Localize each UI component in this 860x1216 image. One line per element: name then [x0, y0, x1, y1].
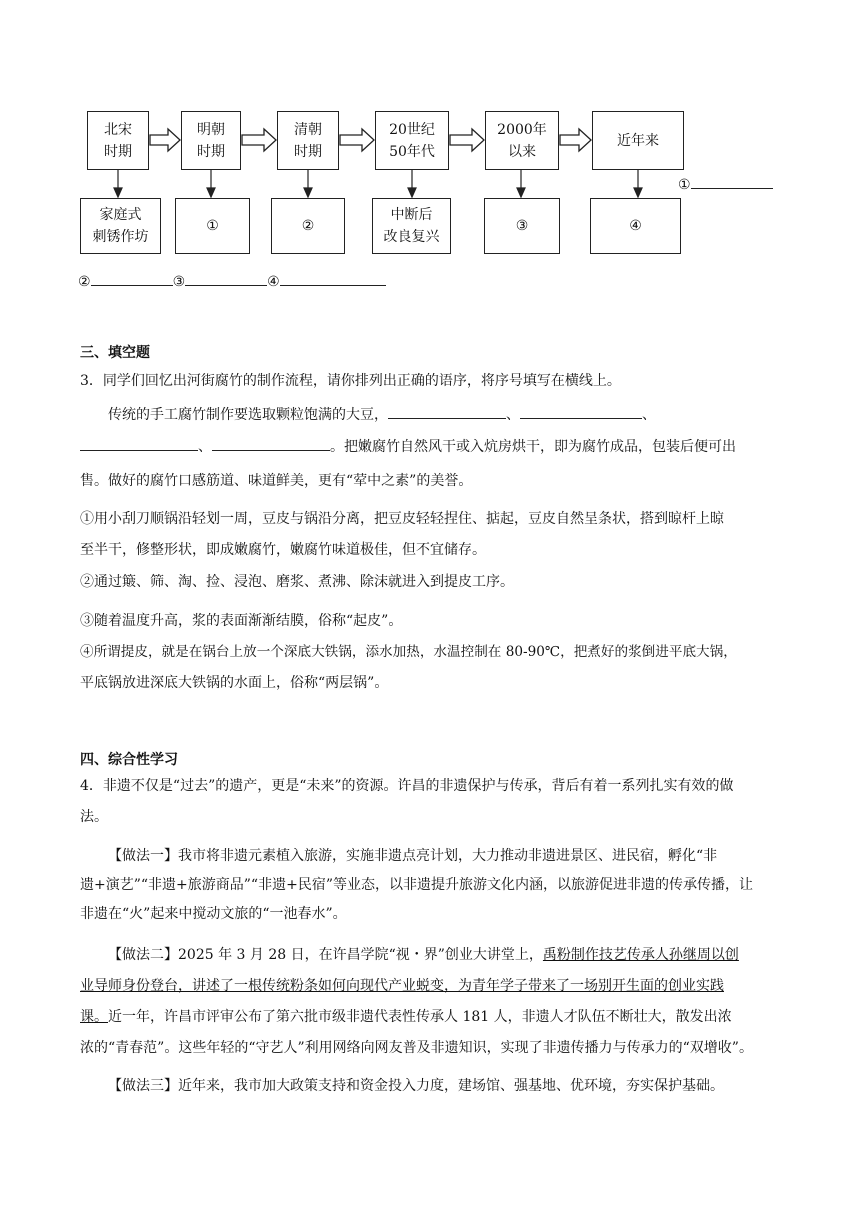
answer-blank[interactable] — [388, 404, 506, 419]
fill-line-2: 、 。把嫩腐竹自然风干或入炕房烘干，即为腐竹成品，包装后便可出 — [80, 436, 736, 456]
arrow-down-icon — [517, 188, 525, 197]
result-label: ③ — [515, 218, 529, 234]
option-2: ②通过簸、筛、淘、捡、浸泡、磨浆、煮沸、除沫就进入到提皮工序。 — [80, 574, 514, 590]
stage-label: 清朝 时期 — [294, 121, 322, 160]
double-arrow-icon — [150, 129, 180, 151]
arrow-down-icon — [114, 188, 122, 197]
method-two: 【做法二】2025 年 3 月 28 日，在许昌学院“视・界”创业大讲堂上，禹粉制作技艺传承人孙继周以创 业导师身份登台，讲述了一根传统粉条如何向现代产业蜕变，为青年学子带来了一场别开生面的创业实践 课。近一年，许昌市评审公布了第六批市级非遗代表性传承人 181 人，非遗人才队伍不断壮大，散发出浓 浓的“青春范”。这些年轻的“守艺人”利用网络向网友普及非遗知识，实现了非遗传播力与传承力的“双增收”。 — [80, 947, 753, 1056]
option-4: ④所谓提皮，就是在锅台上放一个深底大铁锅，添水加热，水温控制在 80-90℃，把煮好的浆倒进平底大锅， 平底锅放进深底大铁锅的水面上，俗称“两层锅”。 — [80, 644, 737, 691]
passage-line: 售。做好的腐竹口感筋道、味道鲜美，更有“荤中之素”的美誉。 — [80, 473, 473, 489]
stage-label: 北宋 时期 — [104, 121, 132, 160]
result-box — [271, 198, 345, 254]
question-text: 3．同学们回忆出河街腐竹的制作流程，请你排列出正确的语序，将序号填写在横线上。 — [80, 373, 621, 389]
section-heading: 三、填空题 — [80, 345, 150, 361]
result-box — [484, 198, 560, 254]
result-box — [590, 198, 681, 254]
result-box — [80, 198, 161, 254]
option-1: ①用小刮刀顺锅沿轻划一周，豆皮与锅沿分离，把豆皮轻轻捏住、掂起，豆皮自然呈条状，搭到晾杆上晾 至半干，修整形状，即成嫩腐竹，嫩腐竹味道极佳，但不宜储存。 — [80, 511, 724, 558]
option-3: ③随着温度升高，浆的表面渐渐结膜，俗称“起皮”。 — [80, 613, 403, 629]
double-arrow-icon — [560, 129, 591, 151]
answer-blank-row[interactable]: ② ③ ④ — [78, 271, 386, 290]
section-heading: 四、综合性学习 — [80, 752, 178, 768]
result-label: ① — [206, 218, 219, 234]
question-text: 4．非遗不仅是“过去”的遗产，更是“未来”的资源。许昌的非遗保护与传承，背后有着一系列扎实有效的做 法。 — [80, 778, 734, 825]
result-box — [372, 198, 451, 254]
double-arrow-icon — [450, 129, 484, 151]
double-arrow-icon — [340, 129, 374, 151]
result-label: ② — [301, 218, 315, 234]
double-arrow-icon — [242, 129, 276, 151]
result-label: 中断后 改良复兴 — [383, 207, 440, 245]
stage-label: 2000年 以来 — [497, 121, 547, 160]
method-one: 【做法一】我市将非遗元素植入旅游，实施非遗点亮计划，大力推动非遗进景区、进民宿，孵化“非 遗+演艺”“非遗+旅游商品”“非遗+民宿”等业态，以非遗提升旅游文化内涵，以旅游促进非遗的传承传播，让 非遗在“火”起来中搅动文旅的“一池春水”。 — [80, 848, 753, 922]
answer-blank[interactable] — [80, 436, 198, 451]
stage-label: 20世纪 50年代 — [389, 121, 435, 160]
arrow-down-icon — [408, 188, 416, 197]
arrow-down-icon — [304, 188, 312, 197]
arrow-down-icon — [207, 188, 215, 197]
answer-blank-1[interactable]: ① — [678, 174, 773, 193]
stage-label: 近年来 — [617, 132, 659, 149]
result-label: ④ — [629, 218, 642, 234]
arrow-down-icon — [634, 188, 642, 197]
answer-blank[interactable] — [212, 436, 330, 451]
fill-line-1: 传统的手工腐竹制作要选取颗粒饱满的大豆， 、 、 — [108, 404, 656, 424]
method-three: 【做法三】近年来，我市加大政策支持和资金投入力度，建场馆、强基地、优环境，夯实保护基础。 — [108, 1078, 724, 1094]
stage-label: 明朝 时期 — [197, 121, 225, 160]
result-box — [175, 198, 250, 254]
answer-blank[interactable] — [520, 404, 642, 419]
result-label: 家庭式 刺锈作坊 — [92, 207, 149, 245]
